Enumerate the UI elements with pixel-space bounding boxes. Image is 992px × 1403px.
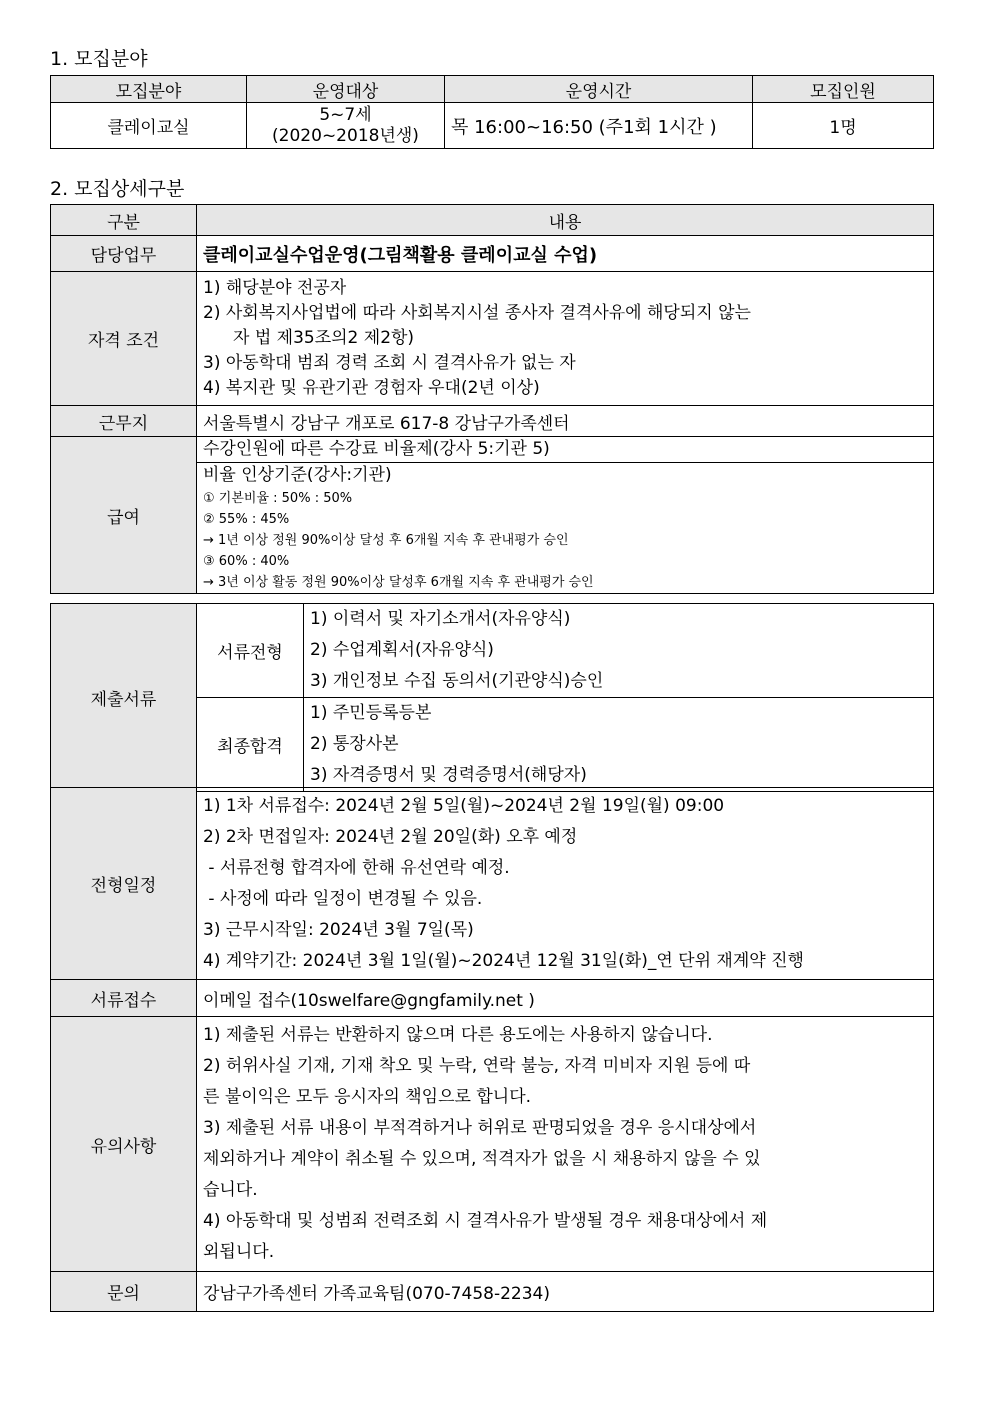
criteria-item: → 3년 이상 활동 정원 90%이상 달성후 6개월 지속 후 관내평가 승인: [203, 575, 594, 590]
recruit-field-table: [50, 75, 934, 149]
note-line: 른 불이익은 모두 응시자의 책임으로 합니다.: [203, 1087, 532, 1107]
schedule-list: [197, 788, 934, 980]
qualification-label: 자격 조건: [51, 272, 197, 406]
col-header-time: 운영시간: [445, 76, 753, 103]
field-value: 클레이교실: [51, 103, 247, 149]
time-value: 목 16:00~16:50 (주1회 1시간 ): [445, 103, 753, 149]
count-value: 1명: [753, 103, 934, 149]
qualification-item: 2) 사회복지사업법에 따라 사회복지시설 종사자 결격사유에 해당되지 않는: [203, 303, 751, 323]
header-label: 구분: [51, 205, 197, 236]
document-item: 3) 자격증명서 및 경력증명서(해당자): [310, 765, 587, 785]
documents-group-items: [304, 604, 934, 698]
duty-label: 담당업무: [51, 236, 197, 272]
note-line: 외됩니다.: [203, 1242, 275, 1262]
duty-value: 클레이교실수업운영(그림책활용 클레이교실 수업): [197, 236, 934, 272]
note-line: 4) 아동학대 및 성범죄 전력조회 시 결격사유가 발생될 경우 채용대상에서 제: [203, 1211, 768, 1231]
schedule-item: 2) 2차 면접일자: 2024년 2월 20일(화) 오후 예정: [203, 826, 578, 847]
note-line: 습니다.: [203, 1180, 258, 1200]
submission-value: 이메일 접수(10swelfare@gngfamily.net ): [197, 980, 934, 1017]
qualification-item: 1) 해당분야 전공자: [203, 278, 347, 298]
documents-group-items: [304, 698, 934, 792]
document-item: 1) 주민등록등본: [310, 703, 432, 723]
submission-label: 서류접수: [51, 980, 197, 1017]
qualification-item: 4) 복지관 및 유관기관 경험자 우대(2년 이상): [203, 378, 540, 398]
schedule-item: 1) 1차 서류접수: 2024년 2월 5일(월)~2024년 2월 19일(월) 09:00: [203, 795, 725, 816]
qualification-list: [197, 272, 934, 406]
criteria-item: ② 55% : 45%: [203, 512, 290, 527]
documents-group-label: 서류전형: [197, 604, 304, 698]
qualification-item: 3) 아동학대 범죄 경력 조회 시 결격사유가 없는 자: [203, 353, 576, 373]
salary-label: 급여: [51, 437, 197, 594]
criteria-item: → 1년 이상 정원 90%이상 달성 후 6개월 지속 후 관내평가 승인: [203, 533, 569, 548]
document-item: 2) 수업계획서(자유양식): [310, 640, 494, 660]
workplace-label: 근무지: [51, 406, 197, 437]
schedule-item: - 사정에 따라 일정이 변경될 수 있음.: [203, 888, 483, 909]
col-header-count: 모집인원: [753, 76, 934, 103]
note-line: 3) 제출된 서류 내용이 부적격하거나 허위로 판명되었을 경우 응시대상에서: [203, 1118, 757, 1138]
schedule-item: 4) 계약기간: 2024년 3월 1일(월)~2024년 12월 31일(화)_연 단위 재계약 진행: [203, 950, 804, 971]
col-header-field: 모집분야: [51, 76, 247, 103]
schedule-table: [50, 787, 934, 1312]
target-birth: (2020~2018년생): [272, 125, 419, 146]
notes-label: 유의사항: [51, 1017, 197, 1272]
note-line: 제외하거나 계약이 취소될 수 있으며, 적격자가 없을 시 채용하지 않을 수 있: [203, 1149, 761, 1169]
note-line: 2) 허위사실 기재, 기재 착오 및 누락, 연락 불능, 자격 미비자 지원 등에 따: [203, 1056, 751, 1076]
document-item: 1) 이력서 및 자기소개서(자유양식): [310, 609, 571, 629]
detail-table: [50, 204, 934, 594]
document-item: 3) 개인정보 수집 동의서(기관양식)승인: [310, 671, 604, 691]
documents-table: [50, 603, 934, 792]
header-content: 내용: [197, 205, 934, 236]
schedule-item: 3) 근무시작일: 2024년 3월 7일(목): [203, 919, 474, 940]
criteria-item: ③ 60% : 40%: [203, 554, 290, 569]
salary-rate: 수강인원에 따른 수강료 비율제(강사 5:기관 5): [197, 437, 933, 463]
workplace-value: 서울특별시 강남구 개포로 617-8 강남구가족센터: [197, 406, 934, 437]
col-header-target: 운영대상: [247, 76, 445, 103]
salary-criteria: [197, 463, 933, 593]
notes-list: [197, 1017, 934, 1272]
documents-group-label: 최종합격: [197, 698, 304, 792]
target-value: [247, 103, 445, 149]
contact-value: 강남구가족센터 가족교육팀(070-7458-2234): [197, 1272, 934, 1312]
criteria-item: ① 기본비율 : 50% : 50%: [203, 491, 353, 506]
documents-label: 제출서류: [51, 604, 197, 792]
qualification-item: 자 법 제35조의2 제2항): [233, 328, 415, 348]
schedule-item: - 서류전형 합격자에 한해 유선연락 예정.: [203, 857, 510, 878]
criteria-title: 비율 인상기준(강사:기관): [203, 465, 392, 485]
note-line: 1) 제출된 서류는 반환하지 않으며 다른 용도에는 사용하지 않습니다.: [203, 1025, 713, 1045]
contact-label: 문의: [51, 1272, 197, 1312]
section1-title: 1. 모집분야: [50, 48, 148, 70]
target-age: 5~7세: [319, 104, 372, 125]
section2-title: 2. 모집상세구분: [50, 178, 185, 200]
salary-content: [197, 437, 934, 594]
schedule-label: 전형일정: [51, 788, 197, 980]
document-item: 2) 통장사본: [310, 734, 399, 754]
